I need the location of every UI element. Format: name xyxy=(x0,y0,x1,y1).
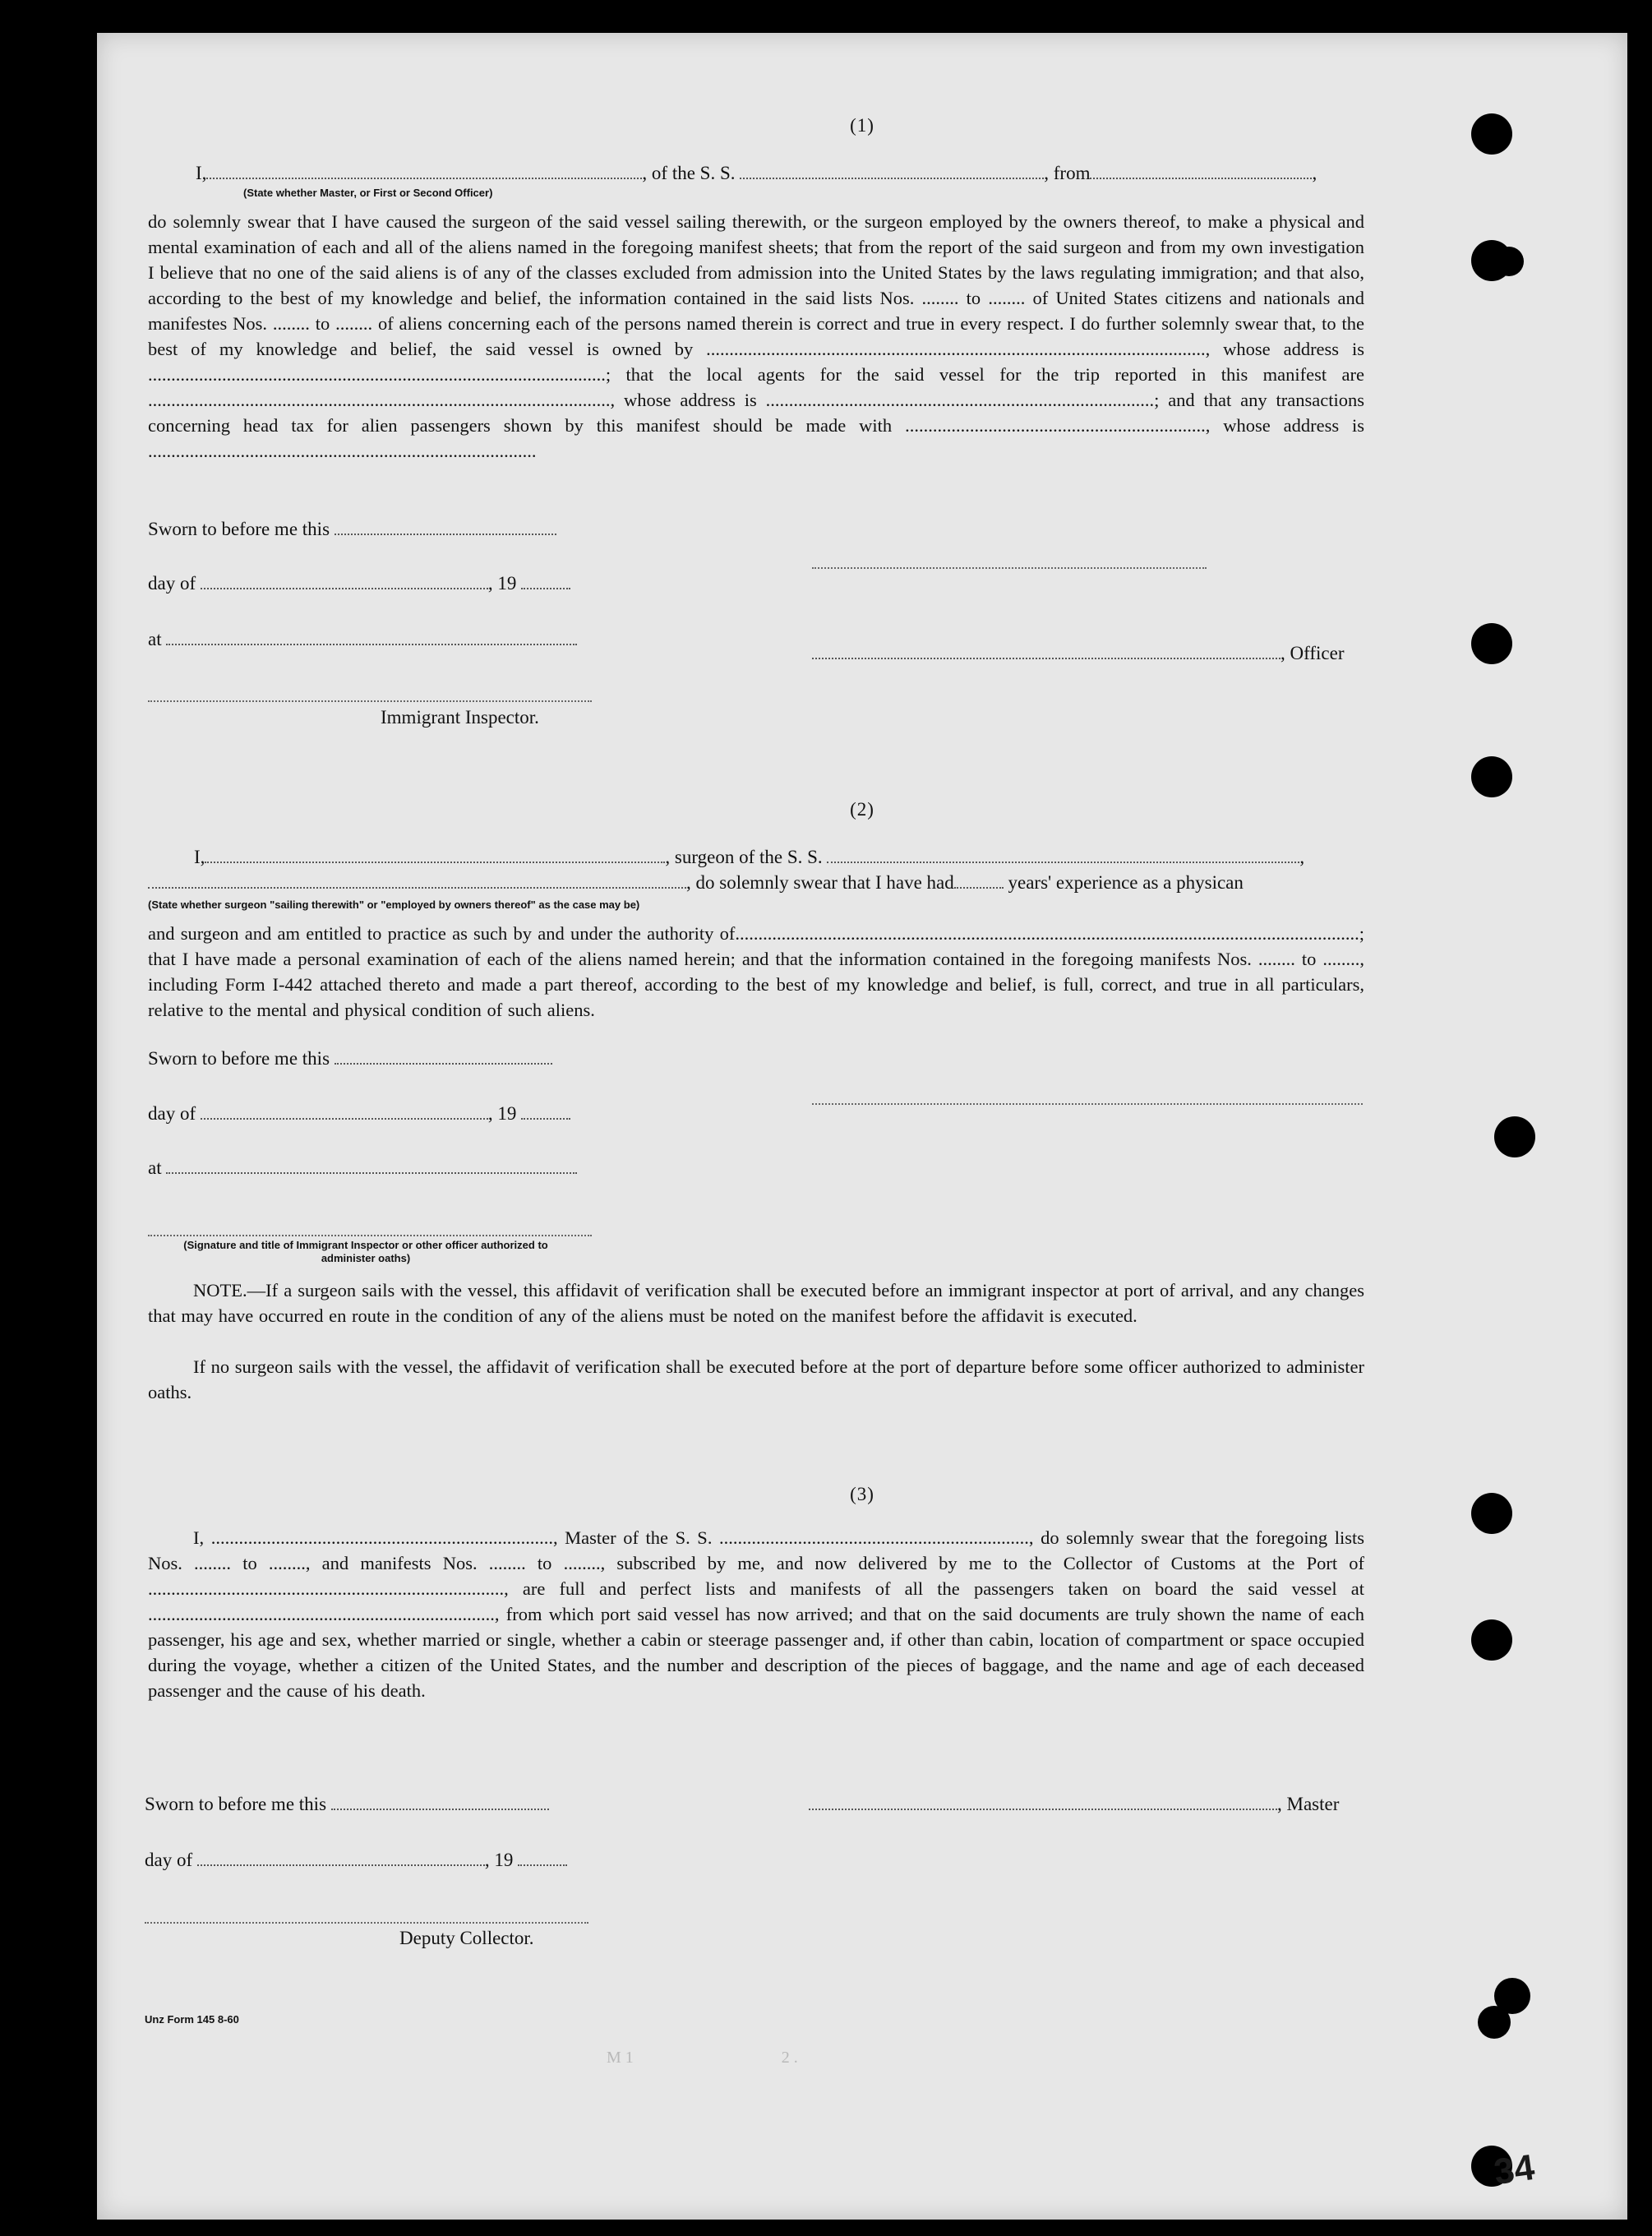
from-label: , from xyxy=(1044,163,1091,183)
section-3-number: (3) xyxy=(850,1484,874,1504)
section-2-number: (2) xyxy=(850,799,874,820)
section-1-master-line: I, , of the S. S. , from , xyxy=(196,163,1317,183)
punch-hole xyxy=(1471,1619,1512,1661)
section-3-master: , Master xyxy=(809,1794,1339,1815)
form-number: Unz Form 145 8-60 xyxy=(145,2013,239,2026)
section-2-day-of: day of , 19 xyxy=(148,1103,570,1125)
punch-hole xyxy=(1494,247,1524,276)
page-number-mark: 34 xyxy=(1491,2146,1538,2193)
section-1-i: I, xyxy=(196,163,207,183)
punch-hole xyxy=(1478,2006,1511,2039)
inspector-signature-line xyxy=(148,700,592,702)
punch-hole xyxy=(1471,756,1512,797)
signature-line xyxy=(812,567,1207,569)
of-ss-label: , of the S. S. xyxy=(642,163,736,183)
section-1-officer: , Officer xyxy=(812,643,1344,664)
section-1-at: at xyxy=(148,629,577,650)
surgeon-signature-line xyxy=(812,1103,1363,1105)
section-1-rank-note: (State whether Master, or First or Second Officer) xyxy=(243,187,493,199)
punch-hole xyxy=(1471,623,1512,664)
section-2-signature-note: (Signature and title of Immigrant Inspector or other officer authorized to administer oaths) xyxy=(183,1239,548,1264)
section-2-body: and surgeon and am entitled to practice as such by and under the authority of.......................................................................................................................................; that I have made a personal examination of each of the aliens named herein; and that the information contained in the foregoing manifests Nos. ........ to ........, including Form I-442 attached thereto and made a part thereof, according to the best of my knowledge and belief, is full, correct, and true in all particulars, relative to the mental and physical condition of such aliens. xyxy=(148,923,1364,1020)
section-3-sworn: Sworn to before me this xyxy=(145,1794,549,1815)
section-3-day-of: day of , 19 xyxy=(145,1850,567,1871)
collector-signature-line xyxy=(145,1922,588,1924)
ship-name-blank xyxy=(740,163,1044,179)
punch-hole xyxy=(1494,1116,1535,1157)
immigrant-inspector-label: Immigrant Inspector. xyxy=(381,707,539,728)
from-blank xyxy=(1090,163,1312,179)
section-2-note-paragraph-2: If no surgeon sails with the vessel, the affidavit of verification shall be executed before at the port of departure before some officer authorized to administer oaths. xyxy=(148,1356,1364,1402)
section-2-note-paragraph: NOTE.—If a surgeon sails with the vessel, this affidavit of verification shall be executed before an immigrant inspector at port of arrival, and any changes that may have occurred en route in the condition of any of the aliens must be noted on the manifest before the affidavit is executed. xyxy=(148,1280,1364,1326)
section-2-surgeon-note: (State whether surgeon "sailing therewith" or "employed by owners thereof" as the case may be) xyxy=(148,899,640,911)
section-1-body: do solemnly swear that I have caused the surgeon of the said vessel sailing therewith, or the surgeon employed by the owners thereof, to make a physical and mental examination of each and all of the aliens named in the foregoing manifest sheets; that from the report of the said surgeon and from my own investigation I believe that no one of the said aliens is of any of the classes excluded from admission into the United States by the laws regulating immigration; and that also, according to the best of my knowledge and belief, the information contained in the said lists Nos. ........ to ........ of United States citizens and nationals and manifestes Nos. ........ to ........ of aliens concerning each of the persons named therein is correct and true in every respect. I do further solemnly swear that, to the best of my knowledge and belief, the said vessel is owned by ............................................................................................................, whose address is ...................................................................................................; that the local agents for the said vessel for the trip reported in this manifest are ...................................................................................................., whose address is ....................................................................................; and that any transactions concerning head tax for alien passengers shown by this manifest should be made with ................................................................., whose address is .................................................................................... xyxy=(148,211,1364,461)
section-3-body: I, .........................................................................., Master of the S. S. ..................................................................., do solemnly swear that the foregoing lists Nos. ........ to ........, and manifests Nos. ........ to ........, subscribed by me, and now delivered by me to the Collector of Customs at the Port of ............................................................................., are full and perfect lists and manifests of all the passengers taken on board the said vessel at ..........................................................................., from which port said vessel has now arrived; and that on the said documents are truly shown the name of each passenger, his age and sex, whether married or single, whether a cabin or steerage passenger and, if other than cabin, location of compartment or space occupied during the voyage, whether a citizen of the United States, and the number and description of the pieces of baggage, and the name and age of each deceased passenger and the cause of his death. xyxy=(148,1527,1364,1701)
section-2-experience-line: , do solemnly swear that I have had years' experience as a physican xyxy=(148,872,1244,894)
document-page xyxy=(97,33,1627,2220)
name-blank xyxy=(206,163,642,179)
inspector-oath-line xyxy=(148,1235,592,1236)
deputy-collector-label: Deputy Collector. xyxy=(399,1928,534,1948)
section-2-at: at xyxy=(148,1157,577,1179)
section-2-sworn: Sworn to before me this xyxy=(148,1048,552,1069)
faint-bleedthrough: M 1 2 . xyxy=(607,2049,798,2067)
section-1-number: (1) xyxy=(850,115,874,136)
section-1-day-of: day of , 19 xyxy=(148,573,570,594)
section-2-surgeon-line: I, , surgeon of the S. S. , xyxy=(194,847,1305,867)
section-1-sworn: Sworn to before me this xyxy=(148,519,556,540)
